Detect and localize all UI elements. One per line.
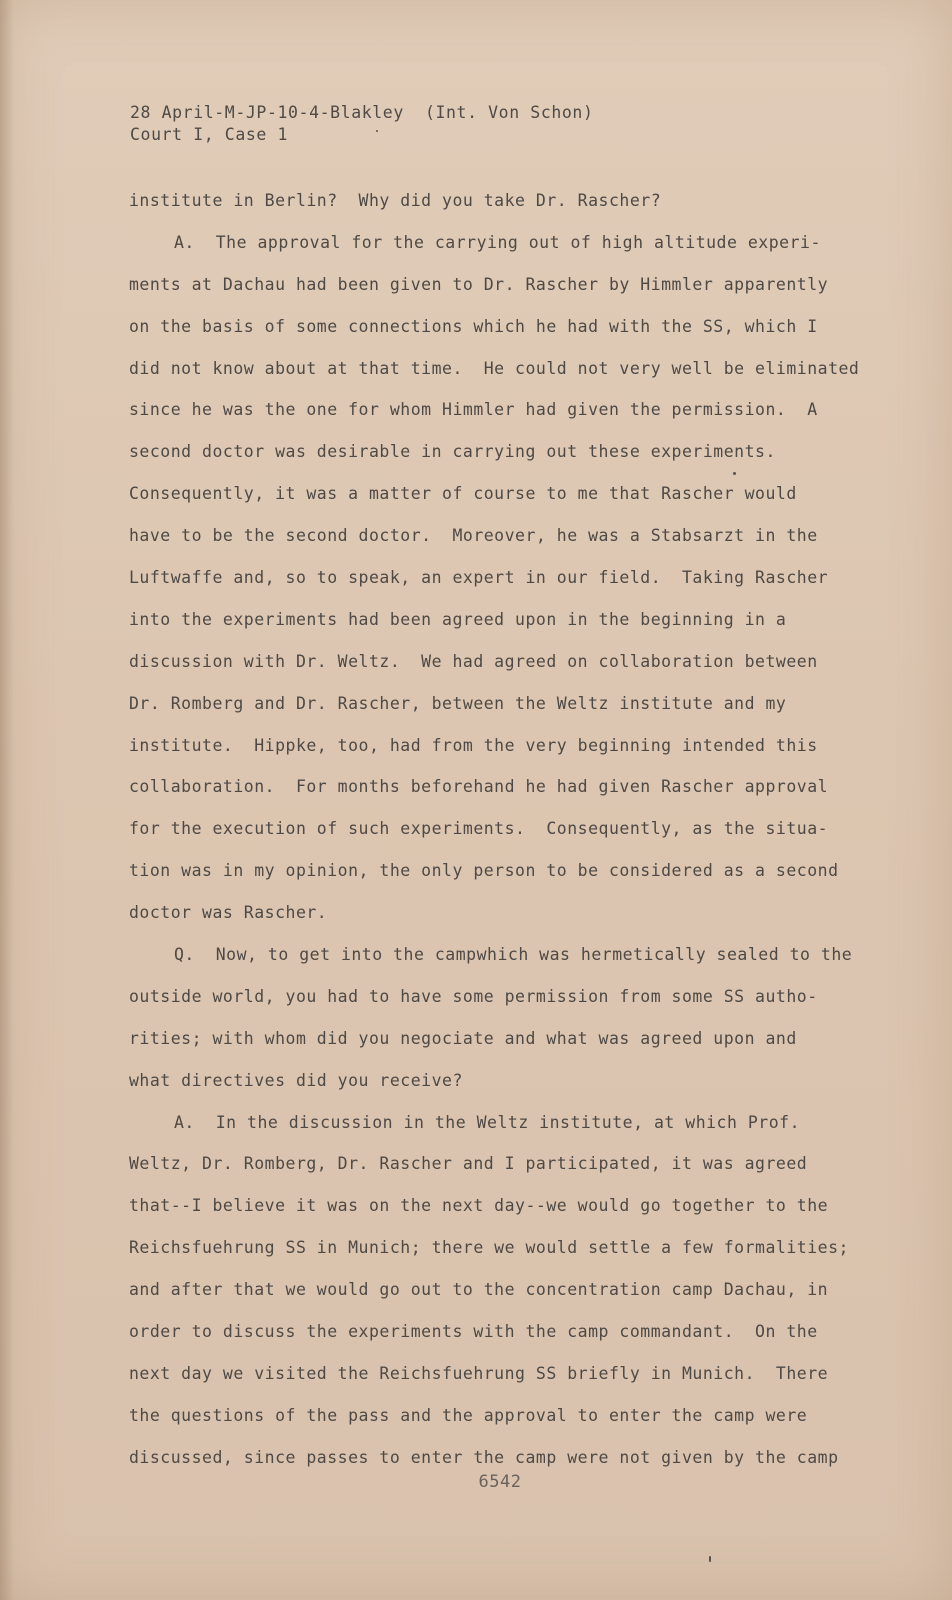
- transcript-line: for the execution of such experiments. Consequently, as the situa-: [129, 819, 829, 839]
- transcript-line: that--I believe it was on the next day--we would go together to the: [129, 1196, 829, 1216]
- transcript-line: discussed, since passes to enter the camp were not given by the camp: [129, 1447, 839, 1467]
- page-number: 6542: [478, 1472, 522, 1492]
- transcript-line: second doctor was desirable in carrying out these experiments.: [129, 442, 776, 462]
- transcript-line: discussion with Dr. Weltz. We had agreed on collaboration between: [129, 651, 818, 671]
- transcript-line: outside world, you had to have some permission from some SS autho-: [129, 986, 818, 1006]
- transcript-line: since he was the one for whom Himmler had given the permission. A: [129, 400, 818, 420]
- transcript-line: A. The approval for the carrying out of high altitude experi-: [174, 232, 821, 252]
- transcript-line: what directives did you receive?: [129, 1070, 463, 1090]
- transcript-line: into the experiments had been agreed upon in the beginning in a: [129, 609, 787, 629]
- ink-speck: [376, 130, 378, 132]
- document-header: [130, 102, 594, 146]
- transcript-line: next day we visited the Reichsfuehrung SS briefly in Munich. There: [129, 1363, 829, 1383]
- header-court-line: Court I, Case 1: [130, 125, 289, 144]
- transcript-line: and after that we would go out to the concentration camp Dachau, in: [129, 1280, 829, 1300]
- transcript-line: collaboration. For months beforehand he had given Rascher approval: [129, 777, 829, 797]
- transcript-line: order to discuss the experiments with the camp commandant. On the: [129, 1322, 818, 1342]
- transcript-line: rities; with whom did you negociate and what was agreed upon and: [129, 1028, 797, 1048]
- transcript-line: doctor was Rascher.: [129, 903, 328, 923]
- ink-speck: [733, 472, 736, 475]
- transcript-line: did not know about at that time. He could not very well be eliminated: [129, 358, 860, 378]
- transcript-line: Luftwaffe and, so to speak, an expert in our field. Taking Rascher: [129, 568, 829, 588]
- ink-speck: [709, 1556, 711, 1562]
- transcript-line: Weltz, Dr. Romberg, Dr. Rascher and I participated, it was agreed: [129, 1154, 808, 1174]
- transcript-line: Consequently, it was a matter of course to me that Rascher would: [129, 484, 797, 504]
- transcript-line: Reichsfuehrung SS in Munich; there we would settle a few formalities;: [129, 1238, 849, 1258]
- transcript-line: A. In the discussion in the Weltz institute, at which Prof.: [174, 1112, 801, 1132]
- transcript-line: Q. Now, to get into the campwhich was hermetically sealed to the: [174, 945, 853, 965]
- transcript-line: institute in Berlin? Why did you take Dr. Rascher?: [129, 191, 662, 210]
- transcript-line: on the basis of some connections which he had with the SS, which I: [129, 316, 818, 336]
- header-session-line: 28 April-M-JP-10-4-Blakley (Int. Von Schon): [130, 103, 594, 122]
- transcript-line: tion was in my opinion, the only person to be considered as a second: [129, 861, 839, 881]
- transcript-line: ments at Dachau had been given to Dr. Rascher by Himmler apparently: [129, 274, 829, 294]
- transcript-body: [129, 180, 860, 1479]
- transcript-line: have to be the second doctor. Moreover, he was a Stabsarzt in the: [129, 526, 818, 546]
- transcript-line: Dr. Romberg and Dr. Rascher, between the Weltz institute and my: [129, 693, 787, 713]
- transcript-line: institute. Hippke, too, had from the very beginning intended this: [129, 735, 818, 755]
- transcript-line: the questions of the pass and the approval to enter the camp were: [129, 1405, 808, 1425]
